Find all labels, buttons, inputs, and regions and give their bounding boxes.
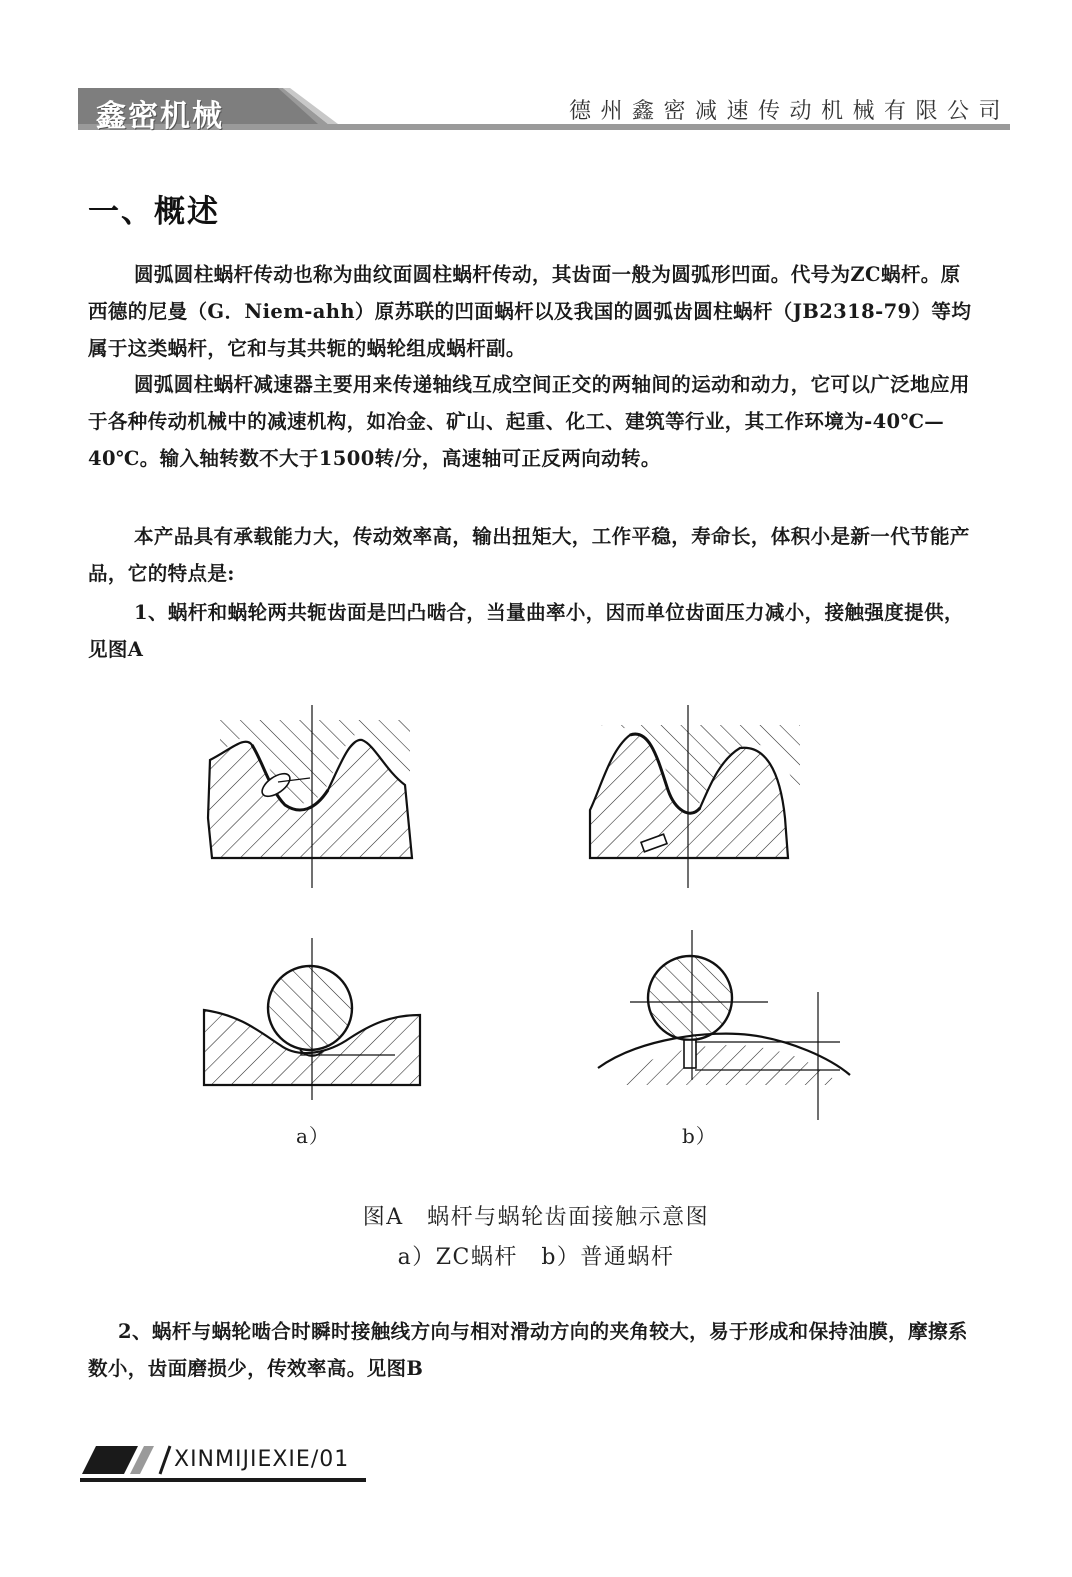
paragraph-5: 2、蜗杆与蜗轮啮合时瞬时接触线方向与相对滑动方向的夹角较大，易于形成和保持油膜，摩擦系数小，齿面磨损少，传效率高。见图B (88, 1320, 968, 1380)
diagram-b-tooth-section (590, 705, 800, 888)
paragraph-4: 1、蜗杆和蜗轮两共轭齿面是凹凸啮合，当量曲率小，因而单位齿面压力减小，接触强度提供，见图A (88, 601, 964, 661)
figure-subcaption: a）ZC蜗杆 b）普通蜗杆 (397, 1245, 675, 1270)
paragraph-3: 本产品具有承载能力大，传动效率高，输出扭矩大，工作平稳，寿命长，体积小是新一代节能产品，它的特点是: (88, 525, 970, 585)
contact-diagram (190, 690, 880, 1130)
brand-logo: 鑫密机械 (96, 99, 224, 134)
figure-caption: 图A 蜗杆与蜗轮齿面接触示意图 (362, 1205, 710, 1230)
paragraph-1: 圆弧圆柱蜗杆传动也称为曲纹面圆柱蜗杆传动，其齿面一般为圆弧形凹面。代号为ZC蜗杆。原西德的尼曼（G．Niem-ahh）原苏联的凹面蜗杆以及我国的圆弧齿圆柱蜗杆（JB2318-79）等均属于这类蜗杆，它和与其共轭的蜗轮组成蜗杆副。 (88, 263, 972, 360)
paragraph-2: 圆弧圆柱蜗杆减速器主要用来传递轴线互成空间正交的两轴间的运动和动力，它可以广泛地应用于各种传动机械中的减速机构，如冶金、矿山、起重、化工、建筑等行业，其工作环境为-40℃—40℃。输入轴转数不大于1500转/分，高速轴可正反两向动转。 (88, 373, 970, 470)
diagram-a-contact (204, 938, 420, 1100)
figure-label-a: a） (296, 1124, 330, 1148)
section-title: 一、概述 (88, 194, 220, 230)
diagram-a-tooth-section (208, 705, 412, 888)
footer-page-code: XINMIJIEXIE/01 (174, 1447, 350, 1472)
figure-label-b: b） (682, 1124, 717, 1148)
company-name: 德州鑫密减速传动机械有限公司 (568, 99, 1010, 124)
diagram-b-contact (598, 930, 850, 1120)
